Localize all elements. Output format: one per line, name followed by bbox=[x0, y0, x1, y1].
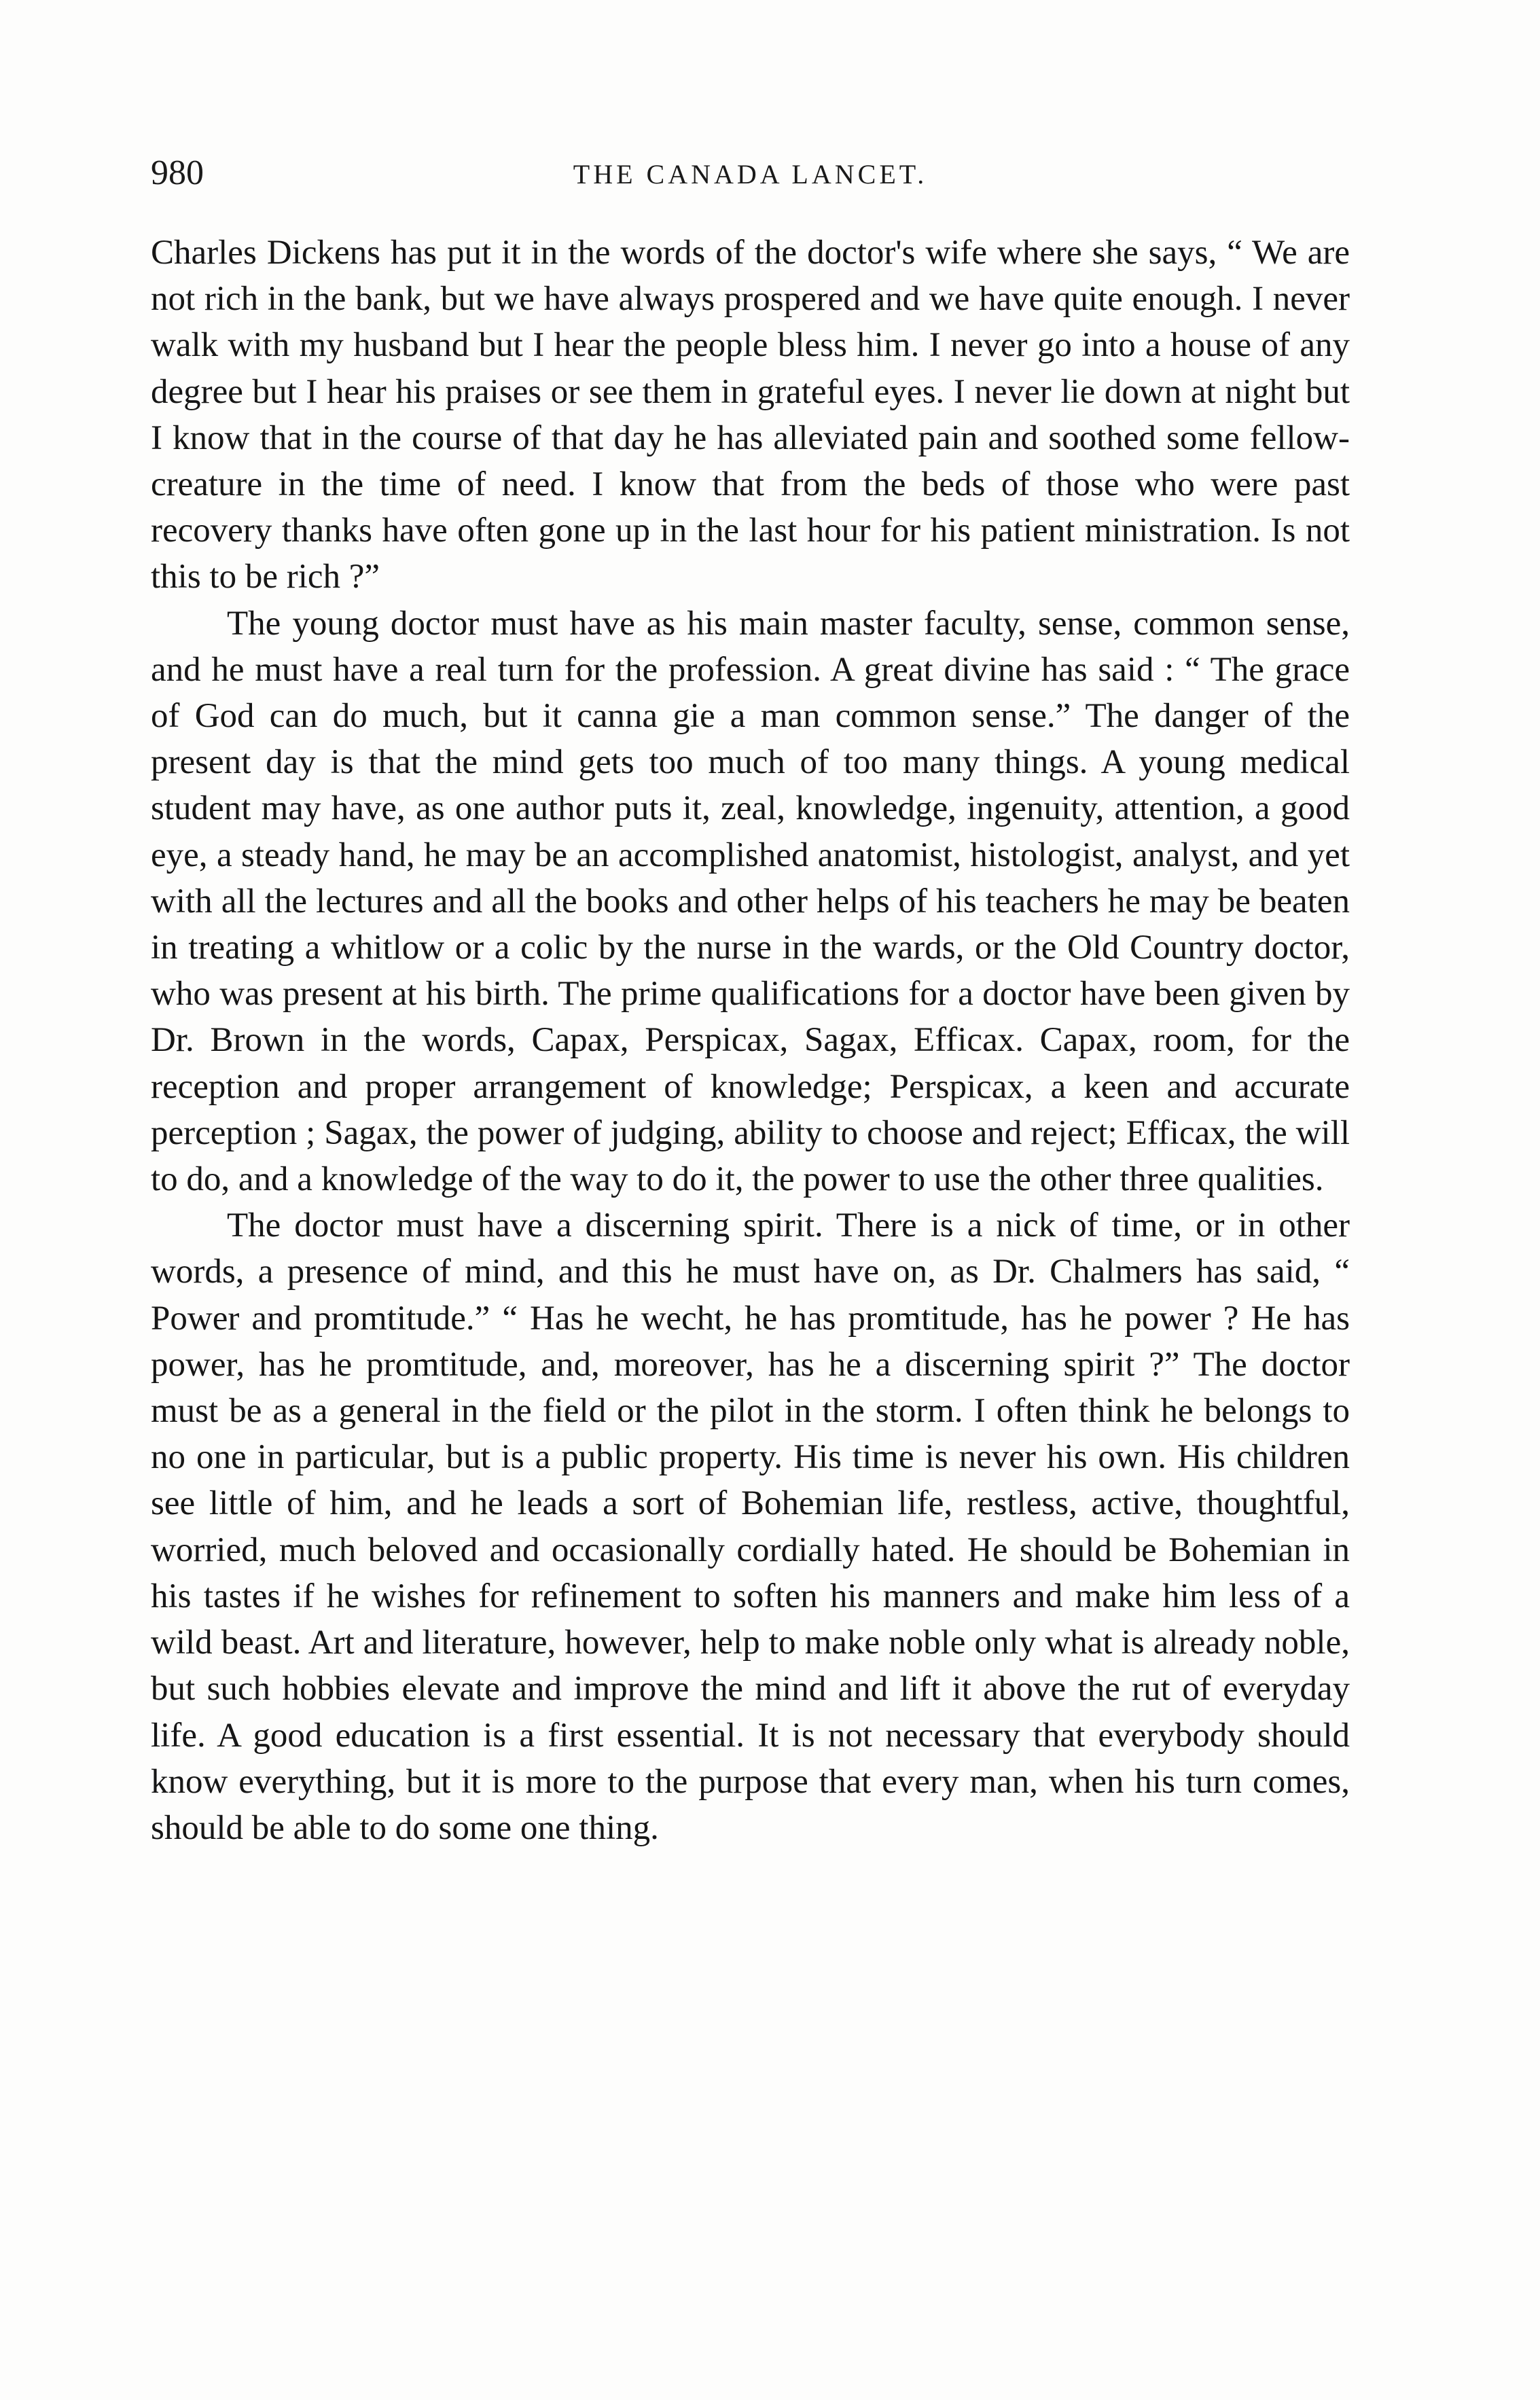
paragraph-dickens-quote: Charles Dickens has put it in the words of the doctor's wife where she says, “ We are not rich in the bank, but we have always prospered and we have quite enough. I never walk with my husband but I hear the people bless him. I never go into a house of any degree but I hear his praises or see them in grateful eyes. I never lie down at night but I know that in the course of that day he has alleviated pain and soothed some fellow-creature in the time of need. I know that from the beds of those who were past recovery thanks have often gone up in the last hour for his patient ministration. Is not this to be rich ?” bbox=[151, 234, 1350, 596]
paragraph-common-sense: The young doctor must have as his main master faculty, sense, common sense, and he must have a real turn for the profession. A great divine has said : “ The grace of God can do much, but it canna gie a man common sense.” The danger of the present day is that the mind gets too much of too many things. A young medical student may have, as one author puts it, zeal, knowledge, ingenuity, attention, a good eye, a steady hand, he may be an accomplished anatomist, histologist, analyst, and yet with all the lectures and all the books and other helps of his teachers he may be beaten in treating a whitlow or a colic by the nurse in the wards, or the Old Country doctor, who was present at his birth. The prime qualifications for a doctor have been given by Dr. Brown in the words, Capax, Perspicax, Sagax, Efficax. Capax, room, for the reception and proper arrangement of knowledge; Perspicax, a keen and accurate perception ; Sagax, the power of judging, ability to choose and reject; Efficax, the will to do, and a knowledge of the way to do it, the power to use the other three qualities. bbox=[151, 604, 1350, 1199]
paragraph-discerning-spirit: The doctor must have a discerning spirit. There is a nick of time, or in other words, a presence of mind, and this he must have on, as Dr. Chalmers has said, “ Power and promtitude.” “ Has he wecht, he has promtitude, has he power ? He has power, has he promtitude, and, moreover, has he a discerning spirit ?” The doctor must be as a general in the field or the pilot in the storm. I often think he belongs to no one in particular, but is a public property. His time is never his own. His children see little of him, and he leads a sort of Bohemian life, restless, active, thoughtful, worried, much beloved and occasionally cordially hated. He should be Bohemian in his tastes if he wishes for refinement to soften his manners and make him less of a wild beast. Art and literature, however, help to make noble only what is already noble, but such hobbies elevate and improve the mind and lift it above the rut of everyday life. A good education is a first essential. It is not necessary that everybody should know everything, but it is more to the purpose that every man, when his turn comes, should be able to do some one thing. bbox=[151, 1206, 1350, 1847]
page-number: 980 bbox=[151, 154, 204, 192]
page-header bbox=[151, 153, 1350, 207]
running-title: THE CANADA LANCET. bbox=[573, 159, 928, 190]
body-text bbox=[151, 230, 1350, 1851]
